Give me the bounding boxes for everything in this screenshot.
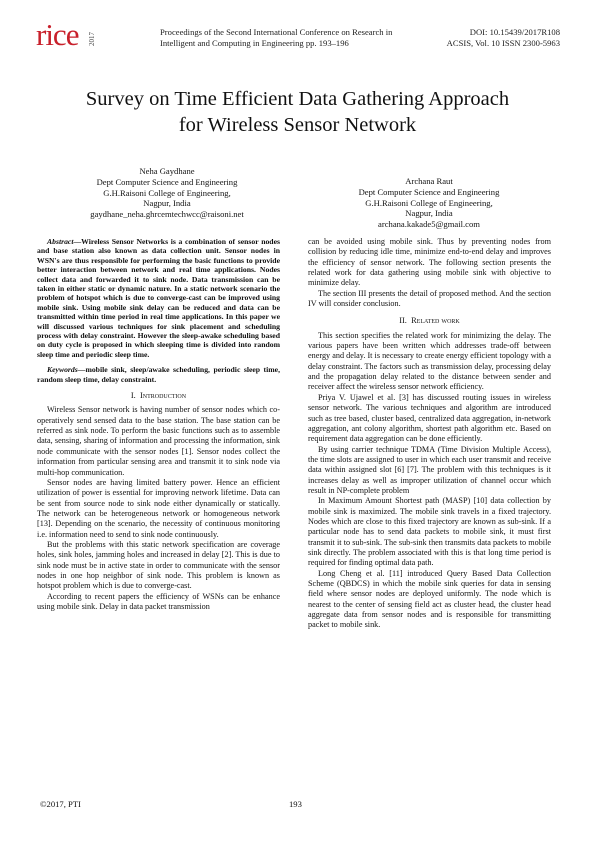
- paragraph: The section III presents the detail of proposed method. And the section IV will consider conclusion.: [308, 288, 551, 309]
- proceedings-header: [160, 27, 560, 49]
- paragraph: But the problems with this static network specification are coverage holes, sink holes, jamming holes and increased in delay [2]. This is due to sink node must be in active state in order to communicate with the sensor nodes in one hop neighbor of sink node. This problem is known as hotspot problem which is due to converge-cast.: [37, 539, 280, 591]
- author-city: Nagpur, India: [143, 198, 191, 209]
- abstract-text: Wireless Sensor Networks is a combination of sensor nodes and base station also known as data collection unit. Sensor nodes in WSN's are thus responsible for performing the basic functions to provide better interaction between network and real time applications. Nodes collect data and forwarded it to sink node. Data transmission can be taken in either static or dynamic nature. In a static network scenario the problem of hotspot which is due to converge-cast can be improved using mobile sink. Using mobile sink delay can be reduced and data can be transmitted within time period in real time applications. In this paper we will discussed various techniques for sink placement and scheduling process with delay constraint. However the sleep-awake scheduling based on duty cycle is proposed in which sleeping time is divided into random sleep time and periodic sleep time.: [37, 237, 280, 359]
- title-line-2: for Wireless Sensor Network: [178, 114, 417, 136]
- left-column: [37, 237, 280, 612]
- page-number: 193: [289, 799, 302, 809]
- paragraph: Priya V. Ujawel et al. [3] has discussed routing issues in wireless sensor network. The various techniques and algorithm are introduced such as tree based, cluster based, centralized data aggregation, in-network aggregation, ant colony algorithm, shortest path algorithm etc. Based on requirement data aggregation can be done efficiently.: [308, 392, 551, 444]
- author-name: Neha Gaydhane: [139, 166, 195, 176]
- abstract-lead: Abstract—: [47, 237, 82, 246]
- keywords: [37, 365, 280, 384]
- section-title: Introduction: [139, 391, 187, 401]
- section-title: Related work: [411, 316, 460, 326]
- section-numeral: I.: [130, 391, 136, 401]
- paragraph: According to recent papers the efficiency of WSNs can be enhance using mobile sink. Delay in data packet transmission: [37, 591, 280, 611]
- logo-year: 2017: [88, 32, 96, 46]
- author-block-2: [314, 176, 544, 230]
- keywords-text: mobile sink, sleep/awake scheduling, periodic sleep time, random sleep time, delay constraint.: [37, 365, 280, 384]
- section-heading-related-work: [308, 316, 551, 326]
- header-line1-left: Proceedings of the Second International Conference on Research in: [160, 27, 393, 37]
- footer-copyright: ©2017, PTI: [40, 799, 81, 809]
- keywords-lead: Keywords—: [47, 365, 86, 375]
- paragraph: By using carrier technique TDMA (Time Division Multiple Access), the time slots are assigned to user in which each user transmit and receive data within assigned slot [6] [7]. The problem with this techniques is it increases delay as well as improper utilization of channel occur which result in NP-complete problem: [308, 444, 551, 495]
- author-college: G.H.Raisoni College of Engineering,: [365, 197, 493, 208]
- title-line-1: Survey on Time Efficient Data Gathering Approach: [85, 88, 510, 110]
- author-email: gaydhane_neha.ghrcemtechwcc@raisoni.net: [90, 209, 244, 220]
- author-college: G.H.Raisoni College of Engineering,: [103, 187, 231, 198]
- paragraph: Sensor nodes are having limited battery power. Hence an efficient utilization of power is essential for improving network lifetime. Data can be sent from source node to sink node either dynamically or statically. The network can be heterogeneous network or homogeneous network [13]. Depending on the scenario, the necessity of continuous monitoring i.e. information need to send to sink node continuously.: [37, 477, 280, 539]
- author-email: archana.kakade5@gmail.com: [378, 219, 480, 230]
- section-heading-introduction: [37, 391, 280, 401]
- paragraph: can be avoided using mobile sink. Thus by preventing nodes from collision by reducing idle time, minimize end-to-end delay and improves the efficiency of sensor network. The following section presents the related work for data gathering using mobile sink with objective to minimize delay.: [308, 237, 551, 288]
- right-column: [308, 237, 551, 631]
- paper-title: [40, 86, 555, 138]
- logo-text: rice: [36, 17, 79, 52]
- header-doi: DOI: 10.15439/2017R108: [469, 27, 560, 37]
- author-dept: Dept Computer Science and Engineering: [96, 176, 238, 187]
- author-city: Nagpur, India: [405, 208, 453, 219]
- author-dept: Dept Computer Science and Engineering: [358, 186, 500, 197]
- abstract: [37, 237, 280, 359]
- author-name: Archana Raut: [405, 176, 453, 186]
- paragraph: In Maximum Amount Shortest path (MASP) [10] data collection by mobile sink is maximized. The mobile sink travels in a fixed trajectory. Nodes which are close to this fixed trajectory are known as sub-sink. If a particular node has to send data packets to mobile sink, it must first transmit it to sub-sink. The sub-sink then transmits data packets to mobile sink directly. The problem associated with this is that long time period is required for finding optimal data path.: [308, 496, 551, 568]
- author-block-1: [52, 166, 282, 220]
- section-numeral: II.: [399, 316, 407, 326]
- paragraph: Long Cheng et al. [11] introduced Query Based Data Collection Scheme (QBDCS) in which the mobile sink queries for data in sensing field where sensor nodes are deployed uniformly. The node which is nearest to the center of sensing field act as cluster head, the cluster head aggregate data from sensor nodes and is responsible for transmitting packet to mobile sink.: [308, 568, 551, 630]
- paragraph: Wireless Sensor network is having number of sensor nodes which co-operatively send sensed data to the base station. The base station can be referred as sink node. To perform the basic functions such as to assemble data, sensing, sharing of information and processing the information, sink node communicate with the sensor nodes [1]. Sensor nodes collect the information from particular sensing area and transmit it to sink node via multi-hop communication.: [37, 405, 280, 477]
- paragraph: This section specifies the related work for minimizing the delay. The various papers have been written which addresses trade-off between energy and delay. It is necessary to create energy efficient topology with a delay constraint. The factors such as transmission delay, processing delay and the propagation delay related to the distance between sender and receiver affect the wireless sensor network efficiency.: [308, 330, 551, 392]
- header-line2-left: Intelligent and Computing in Engineering pp. 193–196: [160, 38, 349, 48]
- header-issn: ACSIS, Vol. 10 ISSN 2300-5963: [446, 38, 560, 48]
